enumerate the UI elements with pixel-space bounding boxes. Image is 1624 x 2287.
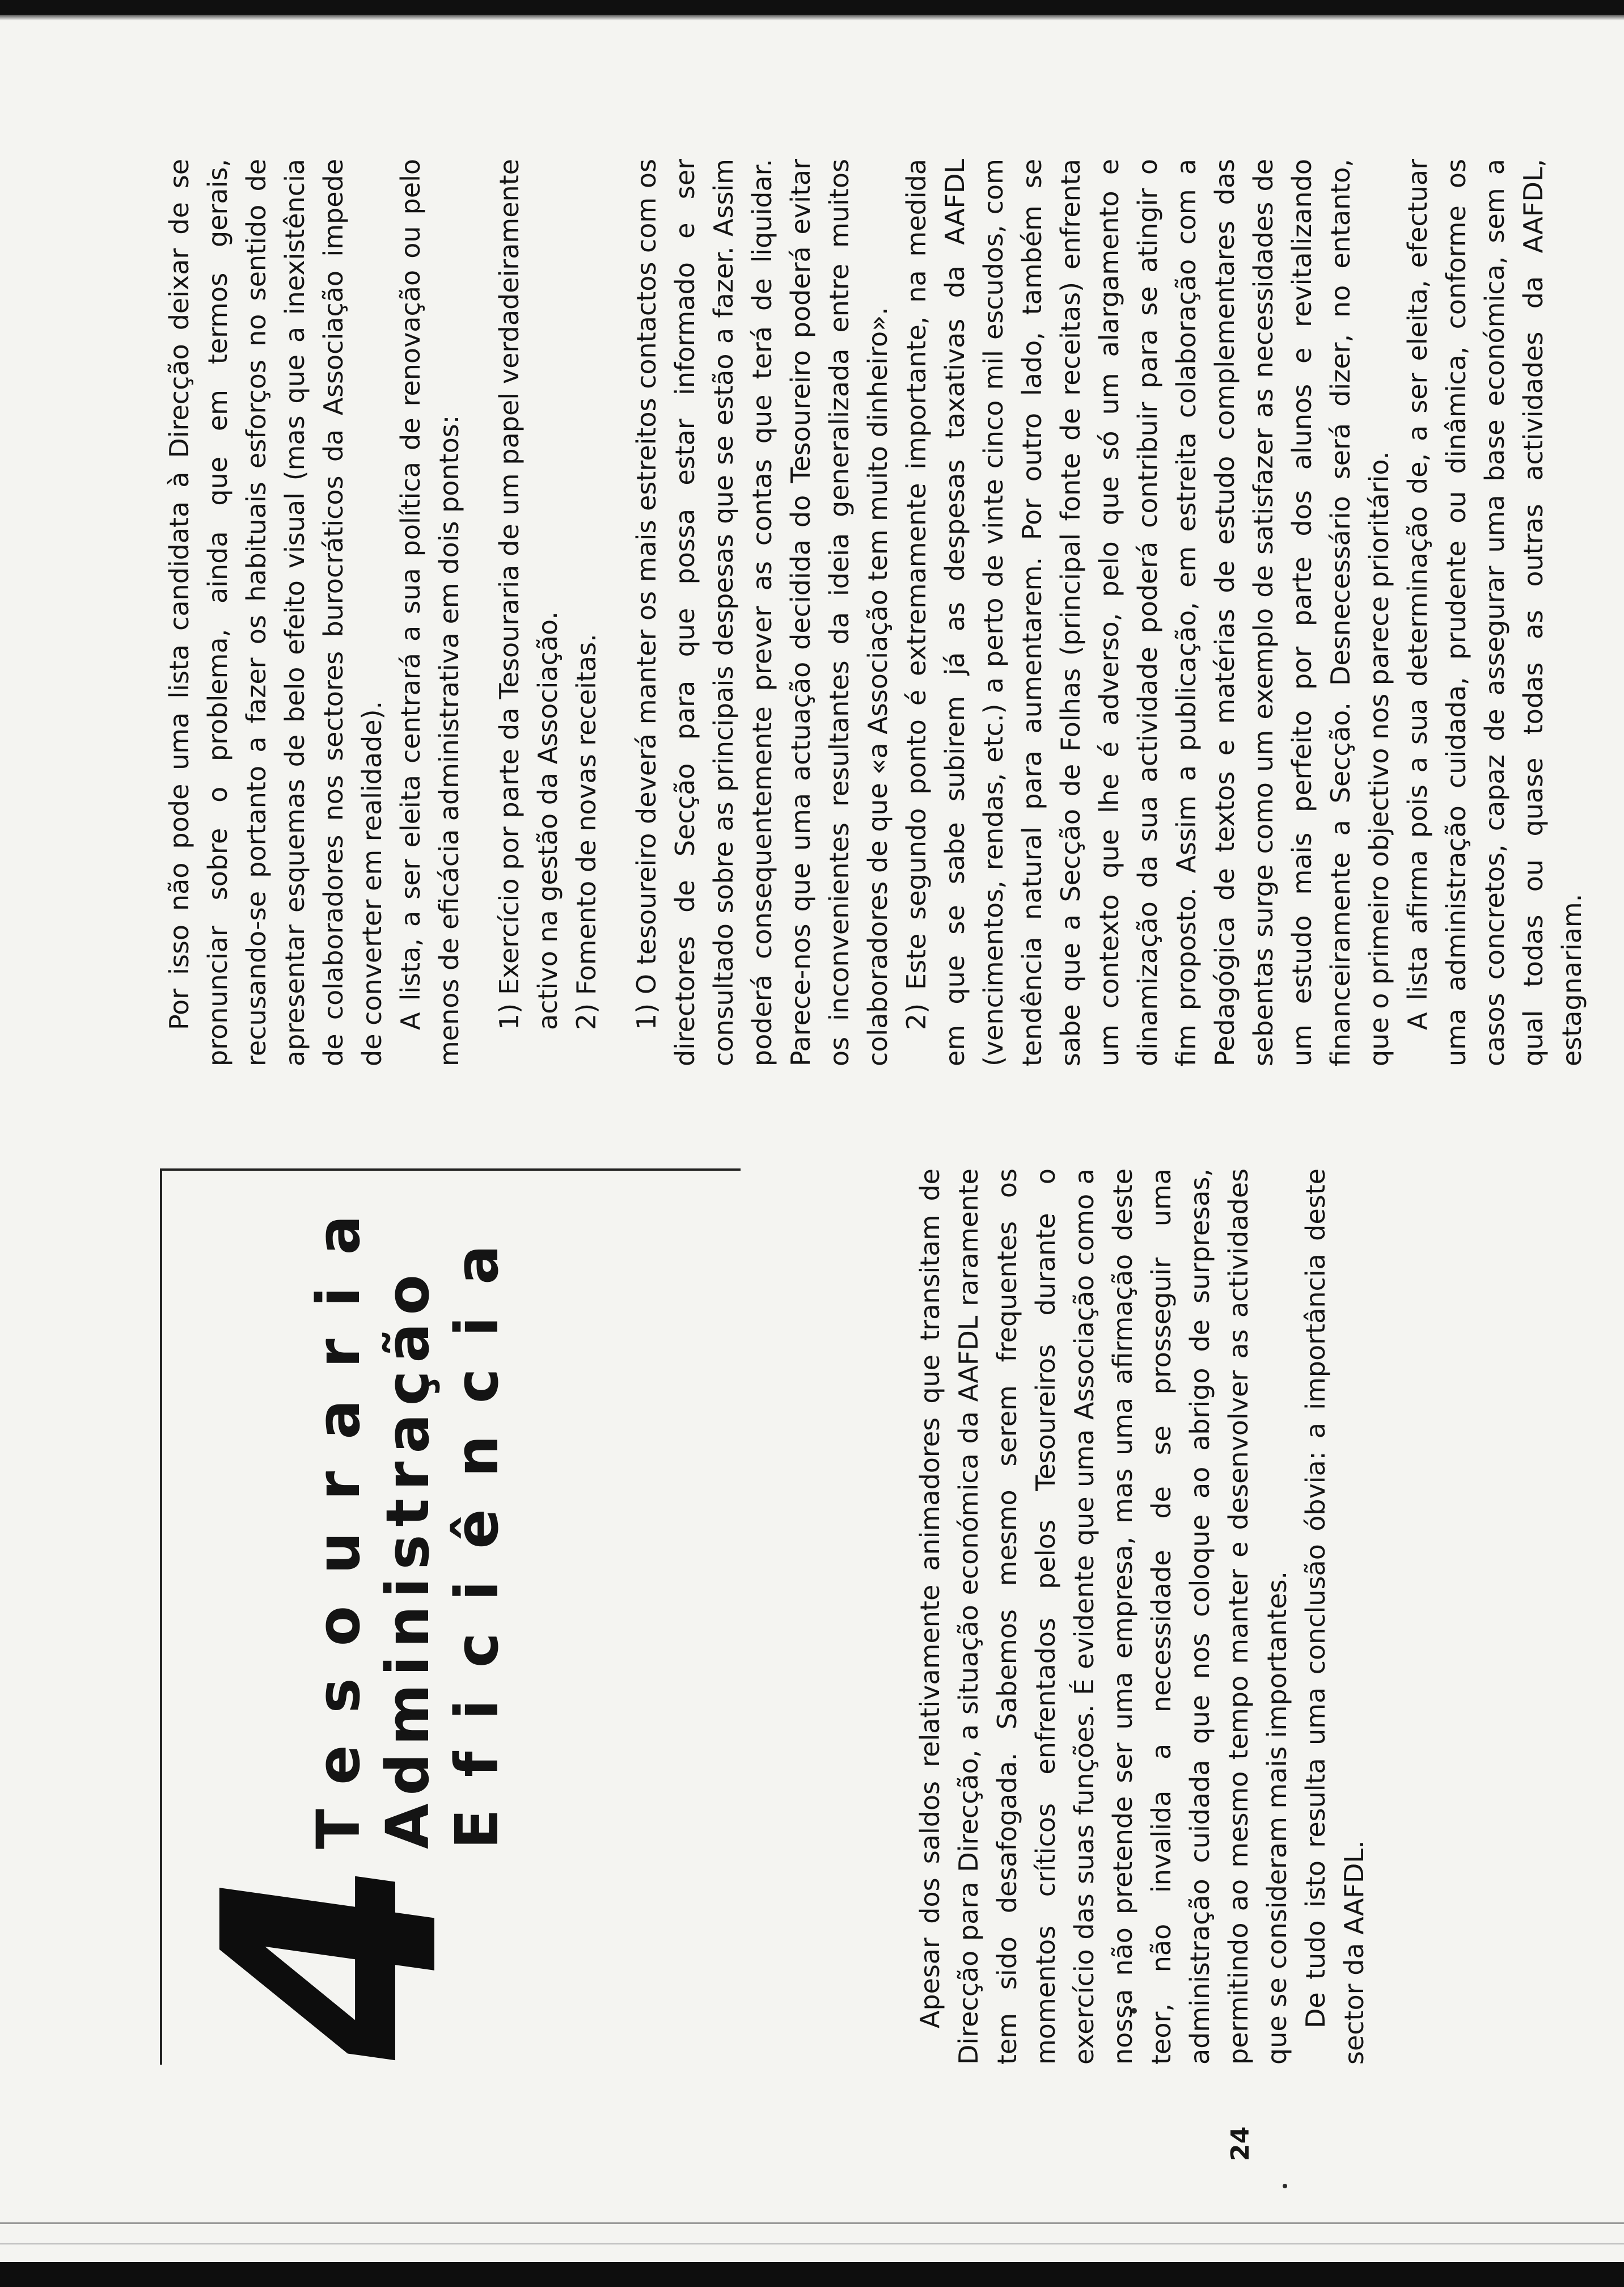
list-item: 2) Fomento de novas receitas.	[571, 634, 602, 1030]
chapter-title-box	[160, 1168, 741, 2089]
chapter-title	[304, 1183, 511, 1849]
document-page	[160, 85, 1587, 2161]
scan-bottom-border	[0, 2262, 1624, 2287]
chapter-title-line-3: Eficiência	[442, 1213, 511, 1849]
scan-speck	[1283, 2184, 1287, 2188]
chapter-number: 4	[160, 1835, 504, 2089]
body-paragraph: Apesar dos saldos relativamente animadores que transitam de Direcção para Direcção, a situação económica da AAFDL raramente tem sido desafogada. Sabemos mesmo serem frequentes os momentos críticos enfrentados pelos Tesoureiros durante o exercício das suas funções. É evidente que uma Associação como a nossa não pretende ser uma empresa, mas uma afirmação deste teor, não invalida a necessidade de se prosseguir uma administração cuidada que nos coloque ao abrigo de surpresas, permitindo ao mesmo tempo manter e desenvolver as actividades que se consideram mais importantes.	[915, 1168, 1292, 2065]
body-paragraph: De tudo isto resulta uma conclusão óbvia: a importância deste sector da AAFDL.	[1300, 1168, 1369, 2065]
body-paragraph: Por isso não pode uma lista candidata à Direcção deixar de se pronunciar sobre o problema, ainda que em termos gerais, recusando-se portanto a fazer os habituais esforços no sentido de apresentar esquemas de belo efeito visual (mas que a inexistência de colaboradores nos sectores burocráticos da Associação impede de converter em realidade).	[164, 159, 387, 1066]
scan-artifact-line	[0, 2222, 1624, 2224]
chapter-title-line-1: Tesouraria	[304, 1183, 373, 1849]
body-paragraph: 2) Este segundo ponto é extremamente importante, na medida em que se sabe subirem já as despesas taxativas da AAFDL (vencimentos, rendas, etc.) a perto de vinte cinco mil escudos, com tendência natural para aumentarem. Por outro lado, também se sabe que a Secção de Folhas (principal fonte de receitas) enfrenta um contexto que lhe é adverso, pelo que só um alargamento e dinamização da sua actividade poderá contribuir para se atingir o fim proposto. Assim a publicação, em estreita colaboração com a Pedagógica de textos e matérias de estudo complementares das sebentas surge como um exemplo de satisfazer as necessidades de um estudo mais perfeito por parte dos alunos e revitalizando financeiramente a Secção. Desnecessário será dizer, no entanto, que o primeiro objectivo nos parece prioritário.	[901, 159, 1394, 1066]
chapter-title-line-2: Administração	[373, 1267, 442, 1849]
body-paragraph: A lista, a ser eleita centrará a sua política de renovação ou pelo menos de eficácia administrativa em dois pontos:	[395, 159, 464, 1066]
scan-artifact-line	[0, 2243, 1624, 2244]
body-paragraph: 1) O tesoureiro deverá manter os mais estreitos contactos com os directores de Secção para que possa estar informado e ser consultado sobre as principais despesas que se estão a fazer. Assim poderá consequentemente prever as contas que terá de liquidar. Parece-nos que uma actuação decidida do Tesoureiro poderá evitar os inconvenientes resultantes da ideia generalizada entre muitos colaboradores de que «a Associação tem muito dinheiro».	[631, 159, 893, 1066]
page-number: 24	[1226, 2126, 1255, 2161]
body-paragraph: A lista afirma pois a sua determinação de, a ser eleita, efectuar uma administração cuidada, prudente ou dinâmica, conforme os casos concretos, capaz de assegurar uma base económica, sem a qual todas ou quase todas as outras actividades da AAFDL, estagnariam.	[1402, 159, 1587, 1066]
list-item: 1) Exercício por parte da Tesouraria de um papel verdadeiramente activo na gestão da Associação.	[494, 159, 563, 1030]
scan-top-shadow	[0, 15, 1624, 20]
left-column	[160, 1168, 1373, 2089]
right-column	[160, 159, 1591, 1066]
scan-top-border	[0, 0, 1624, 15]
